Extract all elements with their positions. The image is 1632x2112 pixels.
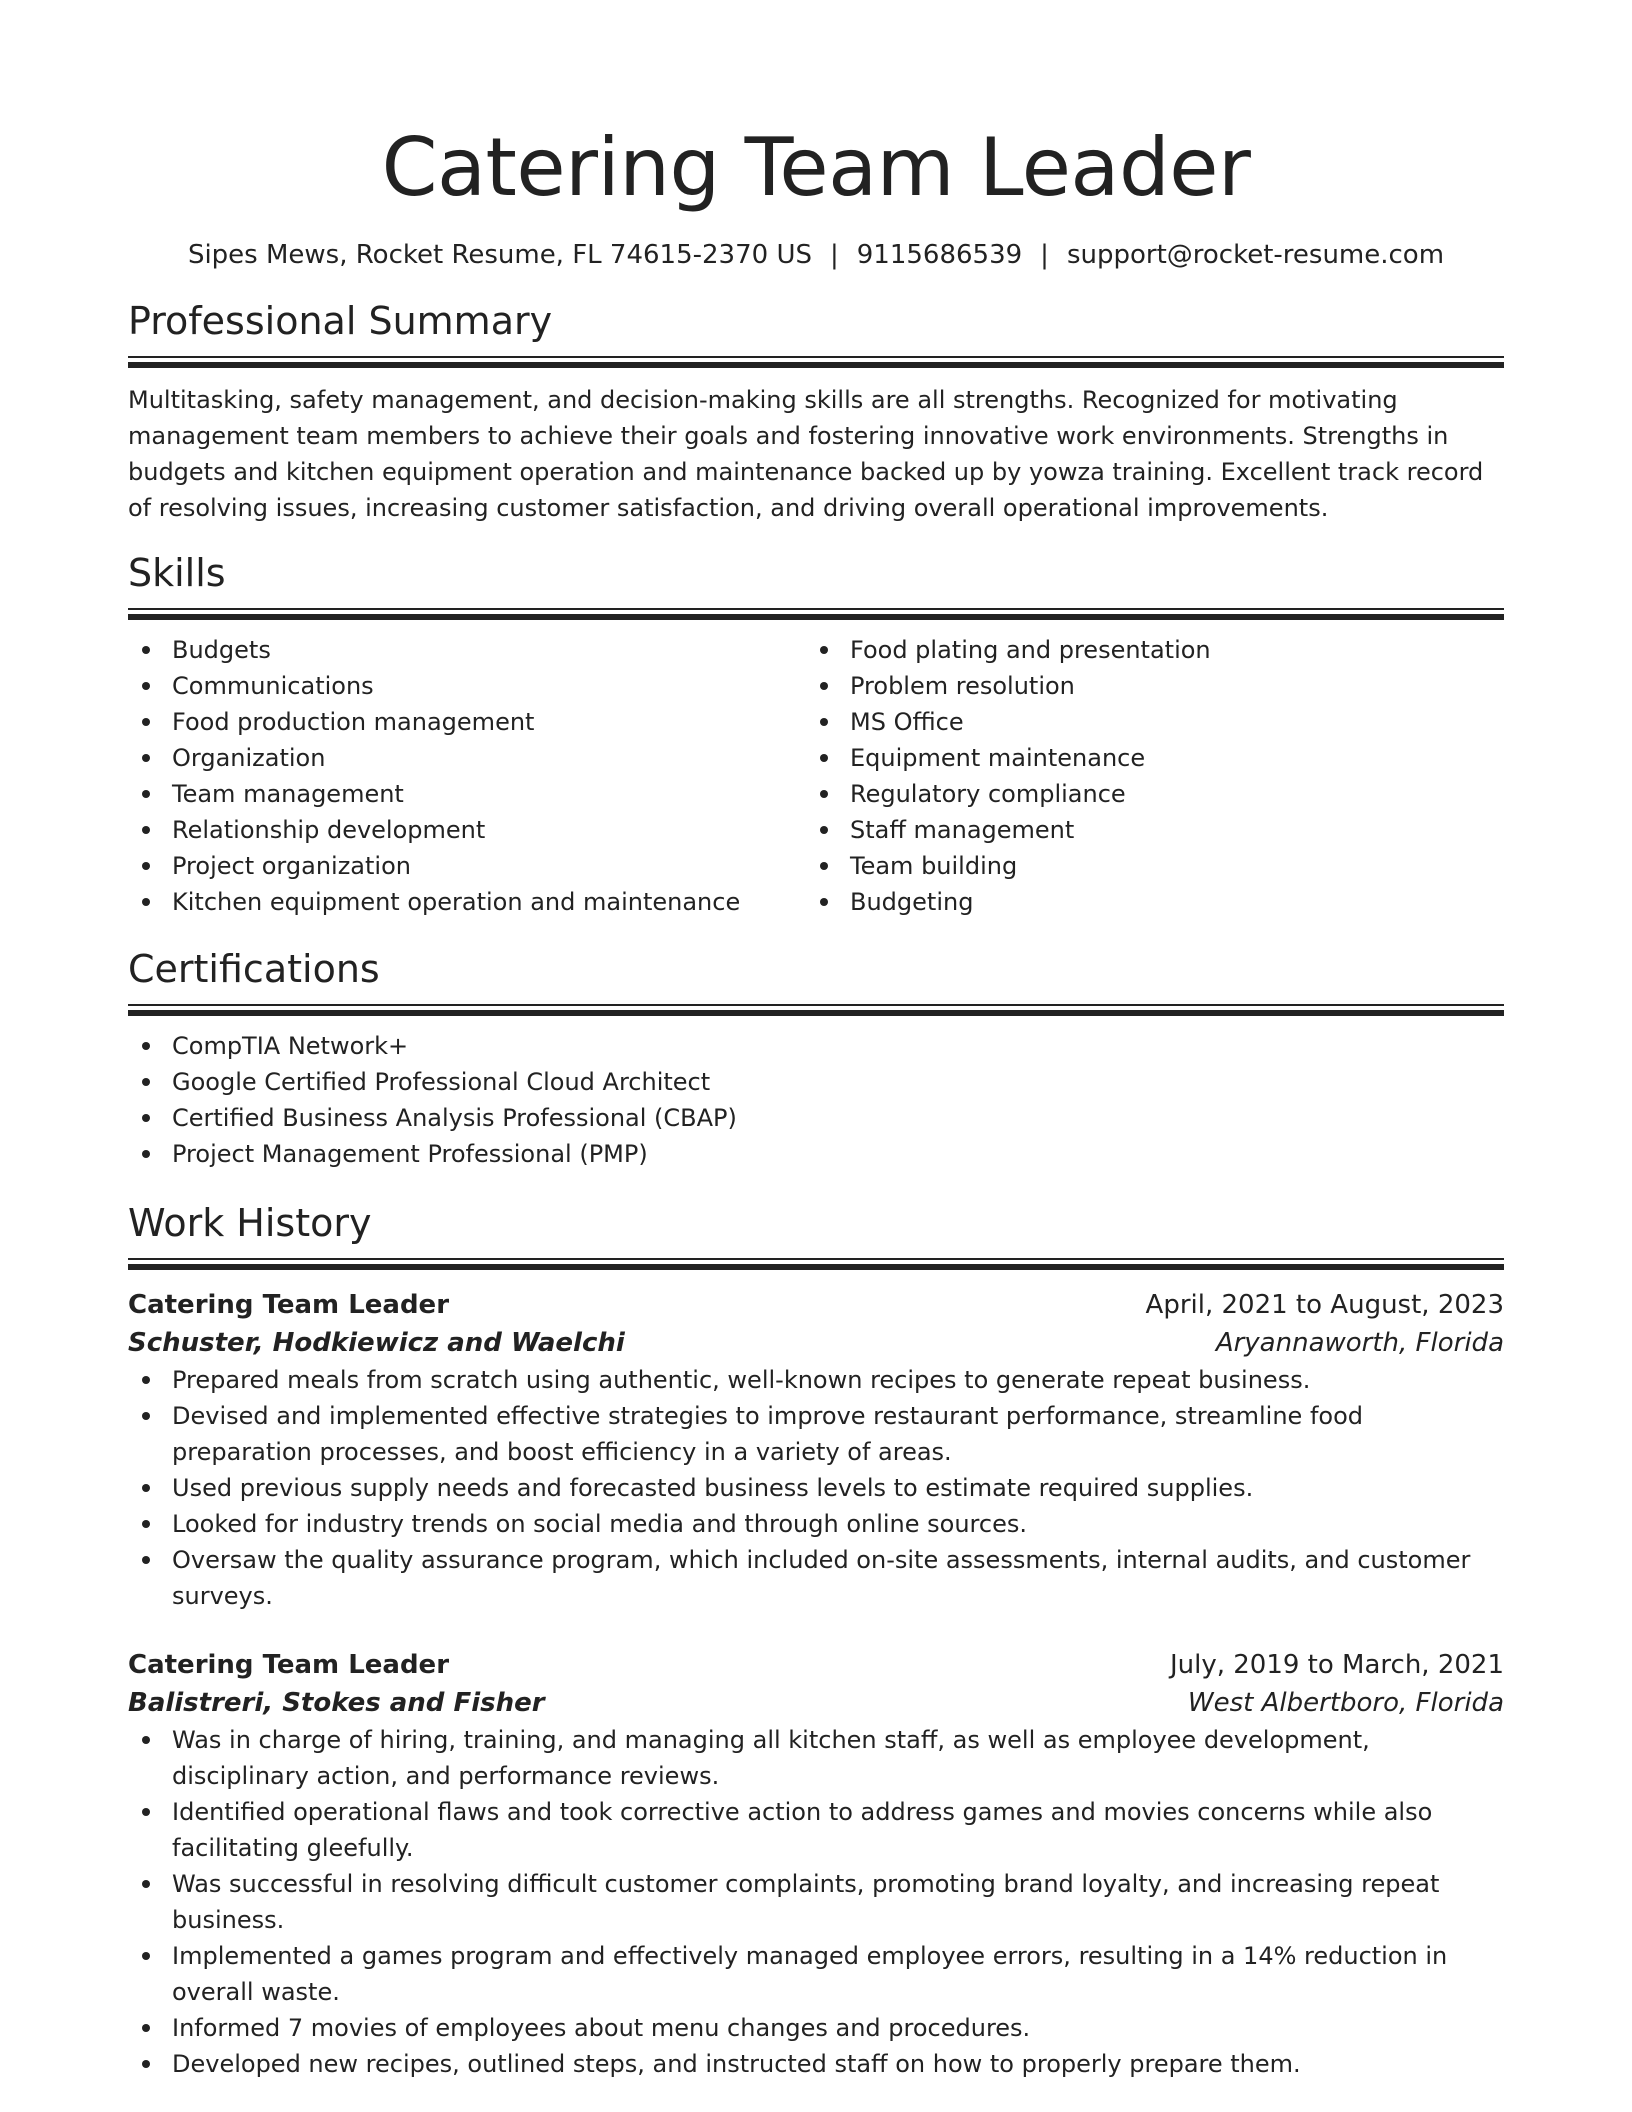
bullet-icon: [142, 790, 150, 798]
skill-item: Budgets: [128, 632, 806, 668]
bullet-icon: [142, 826, 150, 834]
bullet-icon: [820, 898, 828, 906]
skill-item: Staff management: [806, 812, 1484, 848]
bullet-icon: [820, 754, 828, 762]
job-duty: Was successful in resolving difficult customer complaints, promoting brand loyalty, and increasing repeat business.: [128, 1866, 1504, 1938]
skill-item: Team building: [806, 848, 1484, 884]
bullet-icon: [142, 1114, 150, 1122]
skills-column-right: [806, 632, 1484, 920]
bullet-icon: [142, 1808, 150, 1816]
job-subheader-row: [128, 1324, 1504, 1362]
bullet-icon: [142, 1484, 150, 1492]
job-duty: Informed 7 movies of employees about menu changes and procedures.: [128, 2010, 1504, 2046]
bullet-icon: [142, 2060, 150, 2068]
bullet-icon: [820, 646, 828, 654]
bullet-icon: [820, 790, 828, 798]
job-duty: Oversaw the quality assurance program, which included on-site assessments, internal audits, and customer surveys.: [128, 1542, 1504, 1614]
skill-item: Regulatory compliance: [806, 776, 1484, 812]
summary-heading: Professional Summary: [128, 299, 553, 343]
bullet-icon: [142, 1736, 150, 1744]
contact-separator: |: [829, 240, 839, 270]
contact-phone: 9115686539: [856, 240, 1023, 270]
skill-item: Relationship development: [128, 812, 806, 848]
section-divider: [128, 608, 1504, 620]
skill-item: Team management: [128, 776, 806, 812]
bullet-icon: [142, 898, 150, 906]
job-duties-list: [128, 1362, 1504, 1614]
job-duty: Implemented a games program and effectively managed employee errors, resulting in a 14% reduction in overall waste.: [128, 1938, 1504, 2010]
skill-item: Project organization: [128, 848, 806, 884]
job-entry: [128, 1286, 1504, 1614]
skill-item: Organization: [128, 740, 806, 776]
bullet-icon: [142, 1520, 150, 1528]
certifications-section: [128, 946, 1504, 1172]
skill-item: Budgeting: [806, 884, 1484, 920]
job-entry: [128, 1646, 1504, 2082]
skills-list-right: [806, 632, 1484, 920]
certifications-heading: Certifications: [128, 947, 380, 991]
bullet-icon: [142, 1078, 150, 1086]
job-duties-list: [128, 1722, 1504, 2082]
job-subheader-row: [128, 1684, 1504, 1722]
skills-heading: Skills: [128, 551, 226, 595]
contact-email[interactable]: support@rocket-resume.com: [1066, 240, 1445, 270]
summary-text: Multitasking, safety management, and decision-making skills are all strengths. Recognized for motivating management team members to achieve their goals and fostering innovative work environments. Strengths in budgets and kitchen equipment operation and maintenance backed up by yowza training. Excellent track record of resolving issues, increasing customer satisfaction, and driving overall operational improvements.: [128, 386, 1484, 522]
bullet-icon: [142, 718, 150, 726]
job-dates: April, 2021 to August, 2023: [1145, 1290, 1504, 1320]
certifications-list: [128, 1028, 1504, 1172]
summary-section: [128, 298, 1504, 526]
bullet-icon: [820, 826, 828, 834]
job-company: Balistreri, Stokes and Fisher: [128, 1688, 545, 1718]
job-duty: Looked for industry trends on social media and through online sources.: [128, 1506, 1504, 1542]
skill-item: Equipment maintenance: [806, 740, 1484, 776]
certification-item: Project Management Professional (PMP): [128, 1136, 1504, 1172]
section-divider: [128, 1004, 1504, 1016]
bullet-icon: [142, 682, 150, 690]
skills-grid: [128, 632, 1504, 920]
job-duty: Was in charge of hiring, training, and managing all kitchen staff, as well as employee development, disciplinary action, and performance reviews.: [128, 1722, 1504, 1794]
skills-list-left: [128, 632, 806, 920]
bullet-icon: [142, 1150, 150, 1158]
job-duty: Used previous supply needs and forecasted business levels to estimate required supplies.: [128, 1470, 1504, 1506]
skills-column-left: [128, 632, 806, 920]
skills-section: [128, 550, 1504, 920]
certification-item: Google Certified Professional Cloud Architect: [128, 1064, 1504, 1100]
bullet-icon: [820, 682, 828, 690]
job-location: Aryannaworth, Florida: [1215, 1328, 1504, 1358]
bullet-icon: [142, 1412, 150, 1420]
certification-item: Certified Business Analysis Professional (CBAP): [128, 1100, 1504, 1136]
work-history-section: [128, 1200, 1504, 2082]
job-header-row: [128, 1286, 1504, 1324]
job-duty: Devised and implemented effective strategies to improve restaurant performance, streamline food preparation processes, and boost efficiency in a variety of areas.: [128, 1398, 1504, 1470]
bullet-icon: [142, 862, 150, 870]
job-dates: July, 2019 to March, 2021: [1169, 1650, 1504, 1680]
skill-item: Problem resolution: [806, 668, 1484, 704]
bullet-icon: [820, 862, 828, 870]
skill-item: Food plating and presentation: [806, 632, 1484, 668]
bullet-icon: [142, 1376, 150, 1384]
contact-info: [128, 238, 1504, 272]
job-header-row: [128, 1646, 1504, 1684]
resume-page: [128, 0, 1504, 2082]
job-duty: Identified operational flaws and took corrective action to address games and movies concerns while also facilitating gleefully.: [128, 1794, 1504, 1866]
job-company: Schuster, Hodkiewicz and Waelchi: [128, 1328, 625, 1358]
bullet-icon: [142, 2024, 150, 2032]
contact-address: Sipes Mews, Rocket Resume, FL 74615-2370 US: [187, 240, 812, 270]
contact-separator: |: [1040, 240, 1049, 270]
job-title: Catering Team Leader: [128, 1290, 450, 1320]
section-divider: [128, 356, 1504, 368]
section-divider: [128, 1258, 1504, 1270]
job-title: Catering Team Leader: [128, 1650, 450, 1680]
bullet-icon: [820, 718, 828, 726]
skill-item: Communications: [128, 668, 806, 704]
work-history-heading: Work History: [128, 1201, 372, 1245]
bullet-icon: [142, 1952, 150, 1960]
skill-item: Kitchen equipment operation and maintenance: [128, 884, 806, 920]
bullet-icon: [142, 646, 150, 654]
bullet-icon: [142, 1042, 150, 1050]
bullet-icon: [142, 1556, 150, 1564]
resume-title: Catering Team Leader: [381, 121, 1251, 214]
job-location: West Albertboro, Florida: [1187, 1688, 1504, 1718]
bullet-icon: [142, 754, 150, 762]
job-duty: Developed new recipes, outlined steps, and instructed staff on how to properly prepare them.: [128, 2046, 1504, 2082]
skill-item: MS Office: [806, 704, 1484, 740]
certification-item: CompTIA Network+: [128, 1028, 1504, 1064]
bullet-icon: [142, 1880, 150, 1888]
skill-item: Food production management: [128, 704, 806, 740]
job-duty: Prepared meals from scratch using authentic, well-known recipes to generate repeat business.: [128, 1362, 1504, 1398]
